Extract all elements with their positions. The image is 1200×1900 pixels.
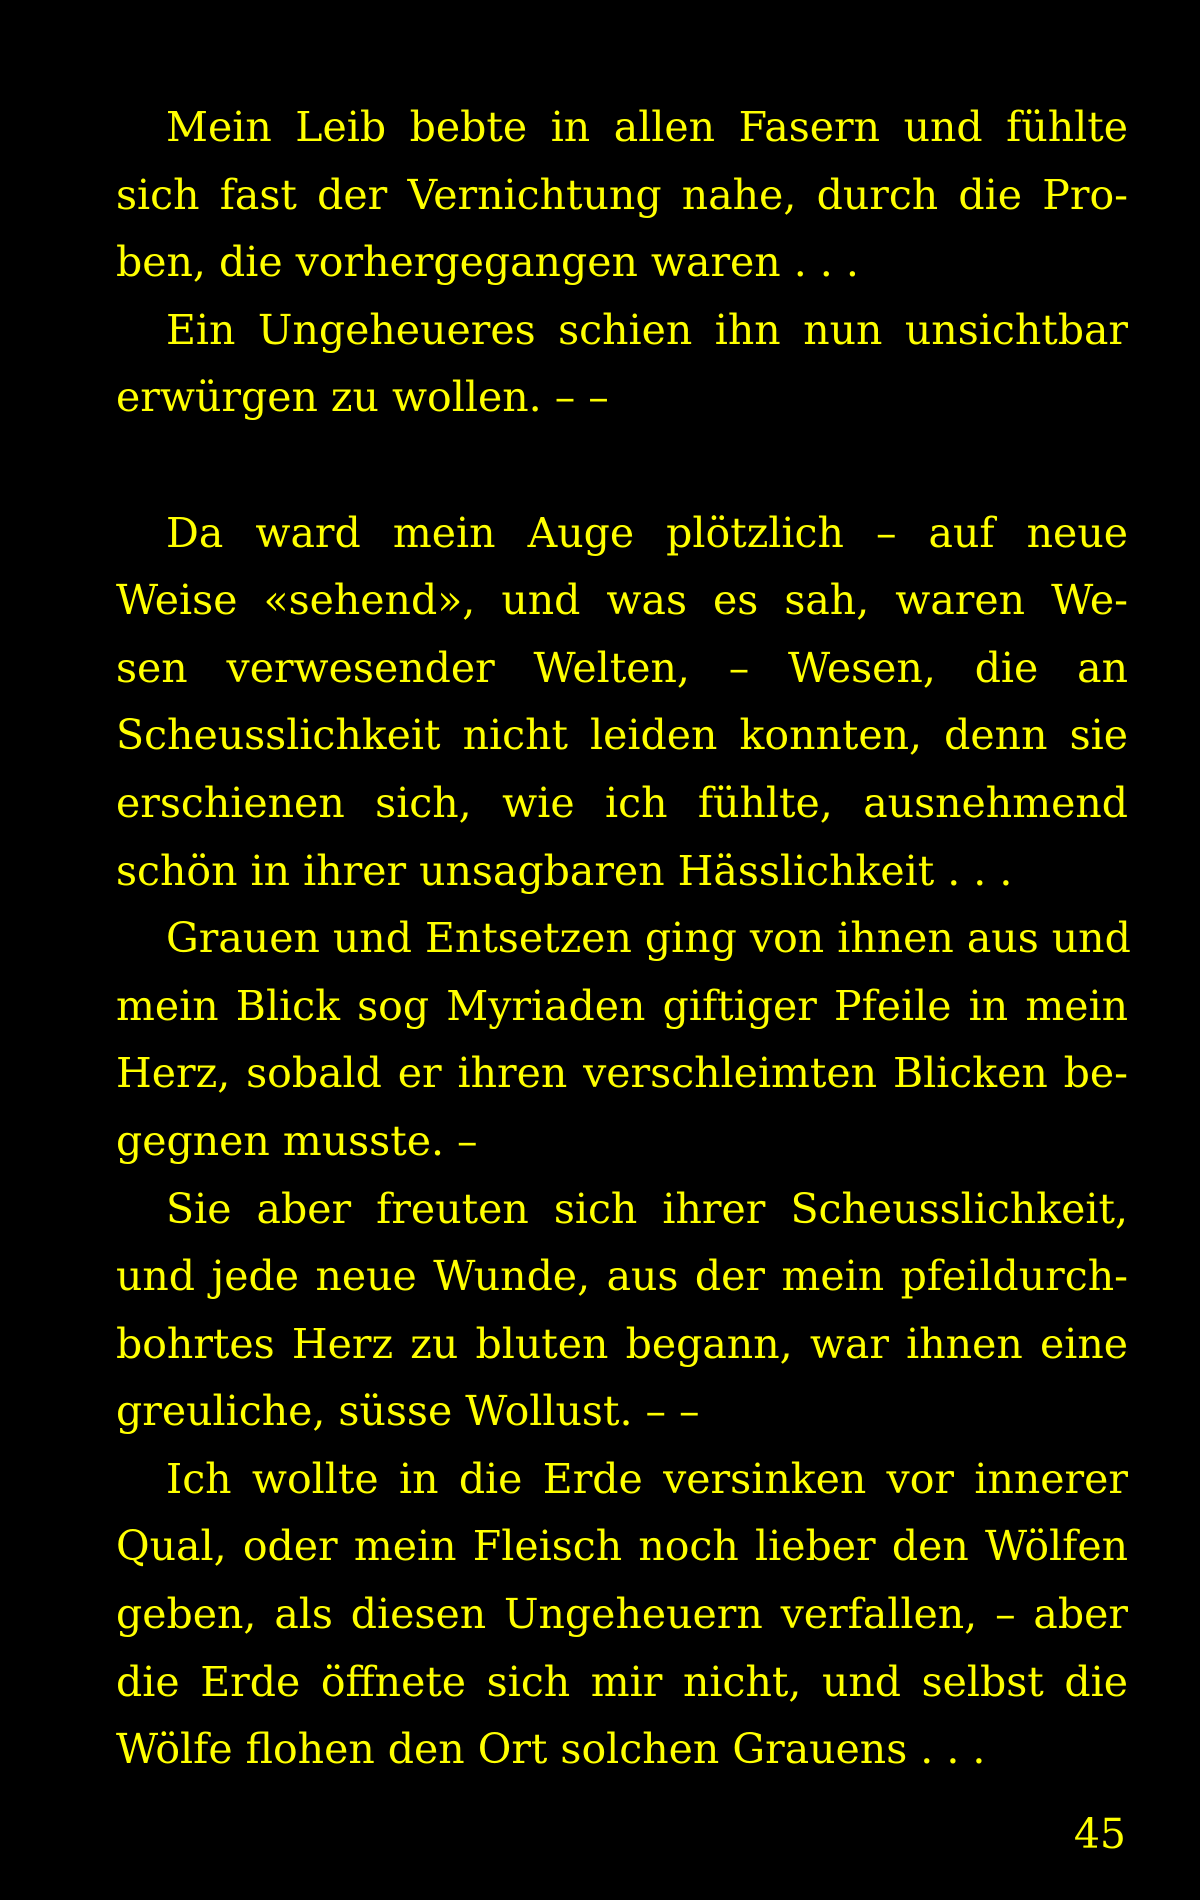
text-line: Sie aber freuten sich ihrer Scheusslichkeit, (166, 1184, 1128, 1233)
text-line: mein Blick sog Myriaden giftiger Pfeile in mein (116, 981, 1128, 1030)
text-line: bohrtes Herz zu bluten begann, war ihnen eine (116, 1319, 1128, 1368)
text-line: Qual, oder mein Fleisch noch lieber den Wölfen (116, 1522, 1128, 1571)
text-line: ben, die vorhergegangen waren . . . (116, 238, 859, 287)
text-line: Ein Ungeheueres schien ihn nun unsichtbar (166, 305, 1128, 354)
blank-line (116, 432, 1128, 500)
text-line: Wölfe flohen den Ort solchen Grauens . . . (116, 1725, 986, 1774)
text-line: schön in ihrer unsagbaren Hässlichkeit . . . (116, 846, 1013, 895)
text-line: Herz, sobald er ihren verschleimten Blicken be- (116, 1049, 1128, 1098)
text-line: und jede neue Wunde, aus der mein pfeildurch- (116, 1252, 1128, 1301)
text-line: die Erde öffnete sich mir nicht, und selbst die (116, 1657, 1128, 1706)
text-line: geben, als diesen Ungeheuern verfallen, – aber (116, 1590, 1128, 1639)
text-line: Mein Leib bebte in allen Fasern und fühlte (166, 103, 1128, 151)
text-line: Ich wollte in die Erde versinken vor innerer (166, 1454, 1128, 1503)
text-line: erschienen sich, wie ich fühlte, ausnehmend (116, 778, 1128, 827)
text-line: erwürgen zu wollen. – – (116, 373, 609, 422)
text-line: Scheusslichkeit nicht leiden konnten, denn sie (116, 711, 1128, 760)
text-line: sen verwesender Welten, – Wesen, die an (116, 643, 1128, 692)
text-line: Da ward mein Auge plötzlich – auf neue (166, 508, 1128, 557)
text-line: Weise «sehend», und was es sah, waren We- (116, 576, 1128, 625)
text-line: gegnen musste. – (116, 1116, 478, 1165)
text-line: greuliche, süsse Wollust. – – (116, 1387, 700, 1436)
text-line: sich fast der Vernichtung nahe, durch die Pro- (116, 170, 1128, 219)
body-text (116, 94, 1131, 1784)
page-number: 45 (1073, 1810, 1126, 1858)
text-line: Grauen und Entsetzen ging von ihnen aus und (166, 914, 1131, 963)
